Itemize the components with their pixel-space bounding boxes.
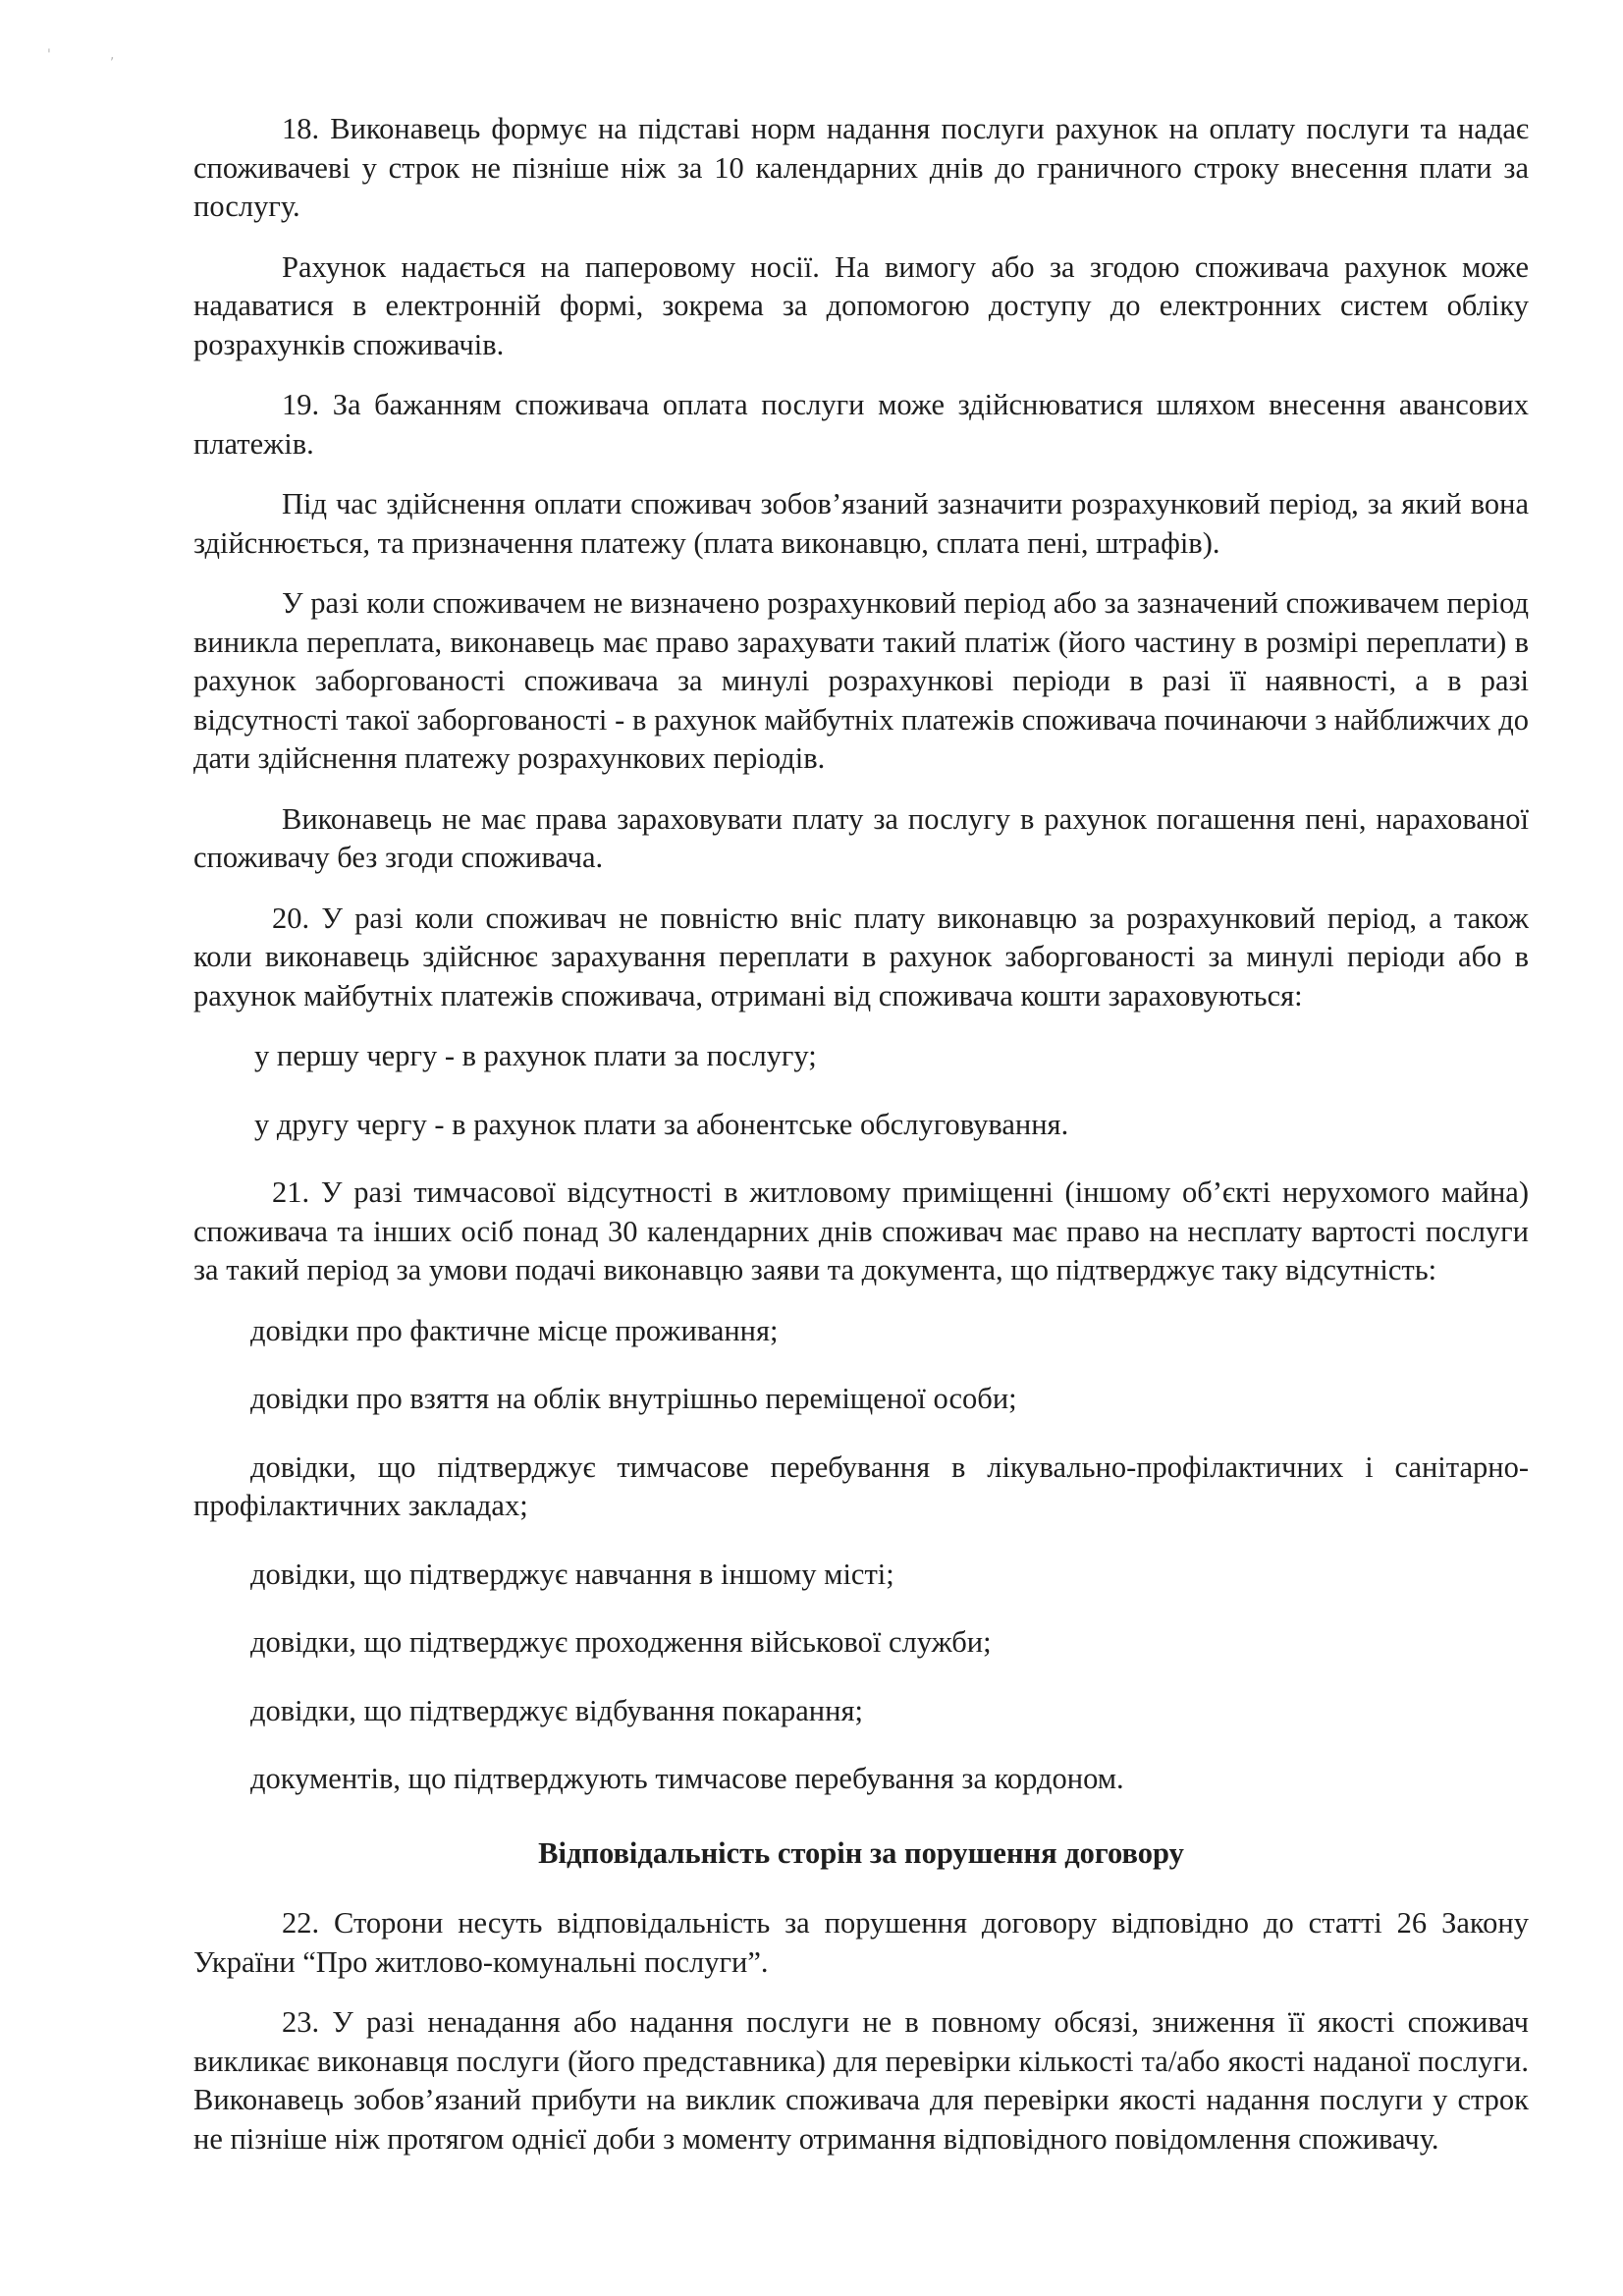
list-item: довідки, що підтверджує відбування покарання;: [250, 1693, 863, 1727]
paragraph-20: 20. У разі коли споживач не повністю вніс плату виконавцю за розрахунковий період, а також коли виконавець здійснює зарахування переплати в рахунок заборгованості за минулі періоди або в рахунок майбутніх платежів споживача, отримані від споживача кошти зараховуються:: [193, 901, 1529, 1012]
list-item: довідки про взяття на облік внутрішньо переміщеної особи;: [250, 1382, 1017, 1415]
paragraph-23: 23. У разі ненадання або надання послуги не в повному обсязі, зниження її якості споживач викликає виконавця послуги (його представника) для перевірки кількості та/або якості наданої послуги. Виконавець зобов’язаний прибути на виклик споживача для перевірки якості надання послуги у строк не пізніше ніж протягом однієї доби з моменту отримання відповідного повідомлення споживачу.: [193, 2005, 1529, 2156]
scan-mark: ': [47, 47, 51, 63]
paragraph-19-payment-period: Під час здійснення оплати споживач зобов’язаний зазначити розрахунковий період, за який вона здійснюється, та призначення платежу (плата виконавцю, сплата пені, штрафів).: [193, 487, 1529, 560]
list-item: довідки про фактичне місце проживання;: [250, 1313, 779, 1347]
list-item: документів, що підтверджують тимчасове перебування за кордоном.: [250, 1762, 1124, 1795]
list-item: довідки, що підтверджує тимчасове перебування в лікувально-профілактичних і санітарно-профілактичних закладах;: [193, 1449, 1529, 1522]
paragraph-19-penalty: Виконавець не має права зараховувати плату за послугу в рахунок погашення пені, нарахованої споживачу без згоди споживача.: [193, 801, 1529, 874]
list-item: довідки, що підтверджує навчання в іншому місті;: [250, 1557, 894, 1591]
section-heading: Відповідальність сторін за порушення договору: [538, 1835, 1184, 1870]
paragraph-21: 21. У разі тимчасової відсутності в житловому приміщенні (іншому об’єкті нерухомого майна) споживача та інших осіб понад 30 календарних днів споживач має право на несплату вартості послуги за такий період за умови подачі виконавцю заяви та документа, що підтверджує таку відсутність:: [193, 1175, 1529, 1286]
scan-mark: ,: [110, 47, 115, 63]
paragraph-19-overpayment: У разі коли споживачем не визначено розрахунковий період або за зазначений споживачем період виникла переплата, виконавець має право зарахувати такий платіж (його частину в розмірі переплати) в рахунок заборгованості споживача за минулі розрахункові періоди в разі її наявності, а в разі відсутності такої заборгованості - в рахунок майбутніх платежів споживача починаючи з найближчих до дати здійснення платежу розрахункових періодів.: [193, 586, 1529, 775]
paragraph-22: 22. Сторони несуть відповідальність за порушення договору відповідно до статті 26 Закону України “Про житлово-комунальні послуги”.: [193, 1906, 1529, 1979]
list-item: у першу чергу - в рахунок плати за послугу;: [254, 1039, 817, 1072]
paragraph-18: 18. Виконавець формує на підставі норм надання послуги рахунок на оплату послуги та надає споживачеві у строк не пізніше ніж за 10 календарних днів до граничного строку внесення плати за послугу.: [193, 112, 1529, 223]
document-page: [193, 110, 1529, 2180]
list-item: довідки, що підтверджує проходження військової служби;: [250, 1625, 992, 1659]
paragraph-19: 19. За бажанням споживача оплата послуги може здійснюватися шляхом внесення авансових платежів.: [193, 388, 1529, 461]
list-item: у другу чергу - в рахунок плати за абонентське обслуговування.: [254, 1107, 1069, 1141]
paragraph-18-invoice: Рахунок надається на паперовому носії. На вимогу або за згодою споживача рахунок може надаватися в електронній формі, зокрема за допомогою доступу до електронних систем обліку розрахунків споживачів.: [193, 249, 1529, 361]
